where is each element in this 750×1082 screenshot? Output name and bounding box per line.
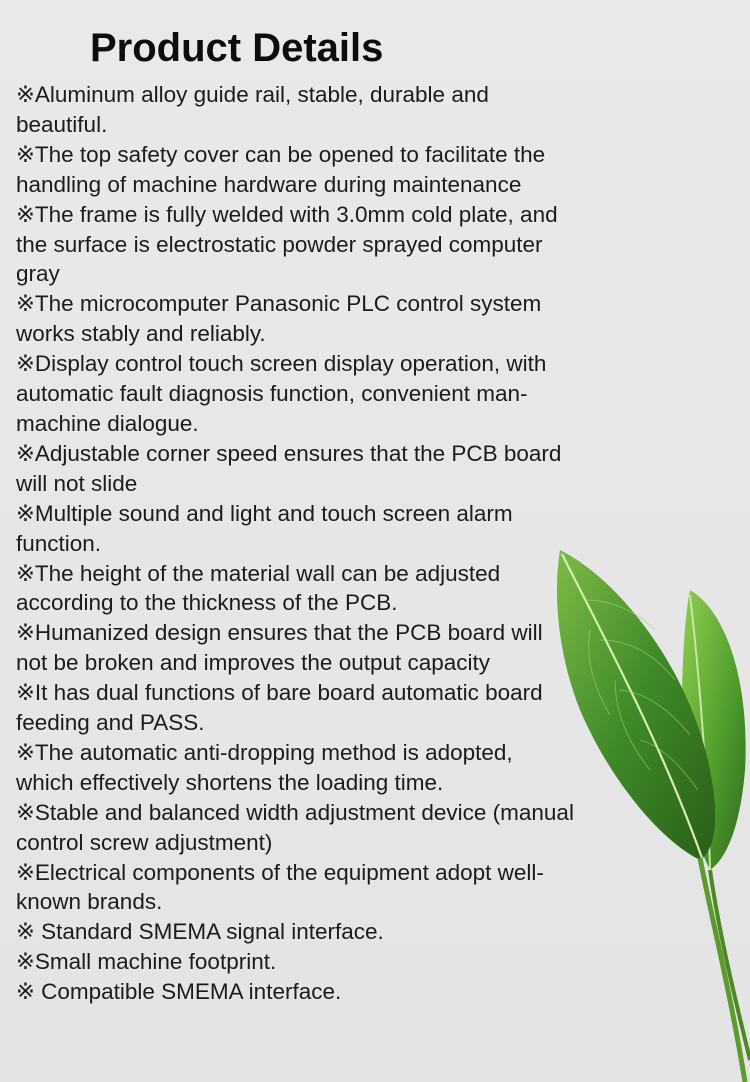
detail-item: ※Display control touch screen display operation, with automatic fault diagnosis function, convenient man-machine dialogue. [16, 351, 547, 436]
detail-item: ※ Compatible SMEMA interface. [16, 979, 342, 1005]
detail-item: ※Humanized design ensures that the PCB board will not be broken and improves the output capacity [16, 620, 543, 676]
detail-item: ※It has dual functions of bare board automatic board feeding and PASS. [16, 680, 543, 736]
page-title: Product Details [90, 26, 384, 70]
detail-item: ※The microcomputer Panasonic PLC control system works stably and reliably. [16, 291, 542, 347]
detail-item: ※Adjustable corner speed ensures that the PCB board will not slide [16, 440, 562, 496]
detail-item: ※Stable and balanced width adjustment device (manual control screw adjustment) [16, 799, 574, 855]
detail-item: ※The height of the material wall can be adjusted according to the thickness of the PCB. [16, 560, 501, 616]
detail-item: ※The frame is fully welded with 3.0mm cold plate, and the surface is electrostatic powder sprayed computer gray [16, 201, 558, 287]
detail-item: ※The top safety cover can be opened to facilitate the handling of machine hardware during maintenance [16, 141, 546, 197]
detail-item: ※The automatic anti-dropping method is adopted, which effectively shortens the loading time. [16, 739, 513, 795]
product-details-list [16, 80, 576, 1007]
detail-item: ※Electrical components of the equipment adopt well-known brands. [16, 859, 544, 915]
detail-item: ※Multiple sound and light and touch screen alarm function. [16, 500, 513, 556]
detail-item: ※Aluminum alloy guide rail, stable, durable and beautiful. [16, 82, 489, 137]
detail-item: ※ Standard SMEMA signal interface. [16, 919, 384, 945]
detail-item: ※Small machine footprint. [16, 949, 277, 975]
